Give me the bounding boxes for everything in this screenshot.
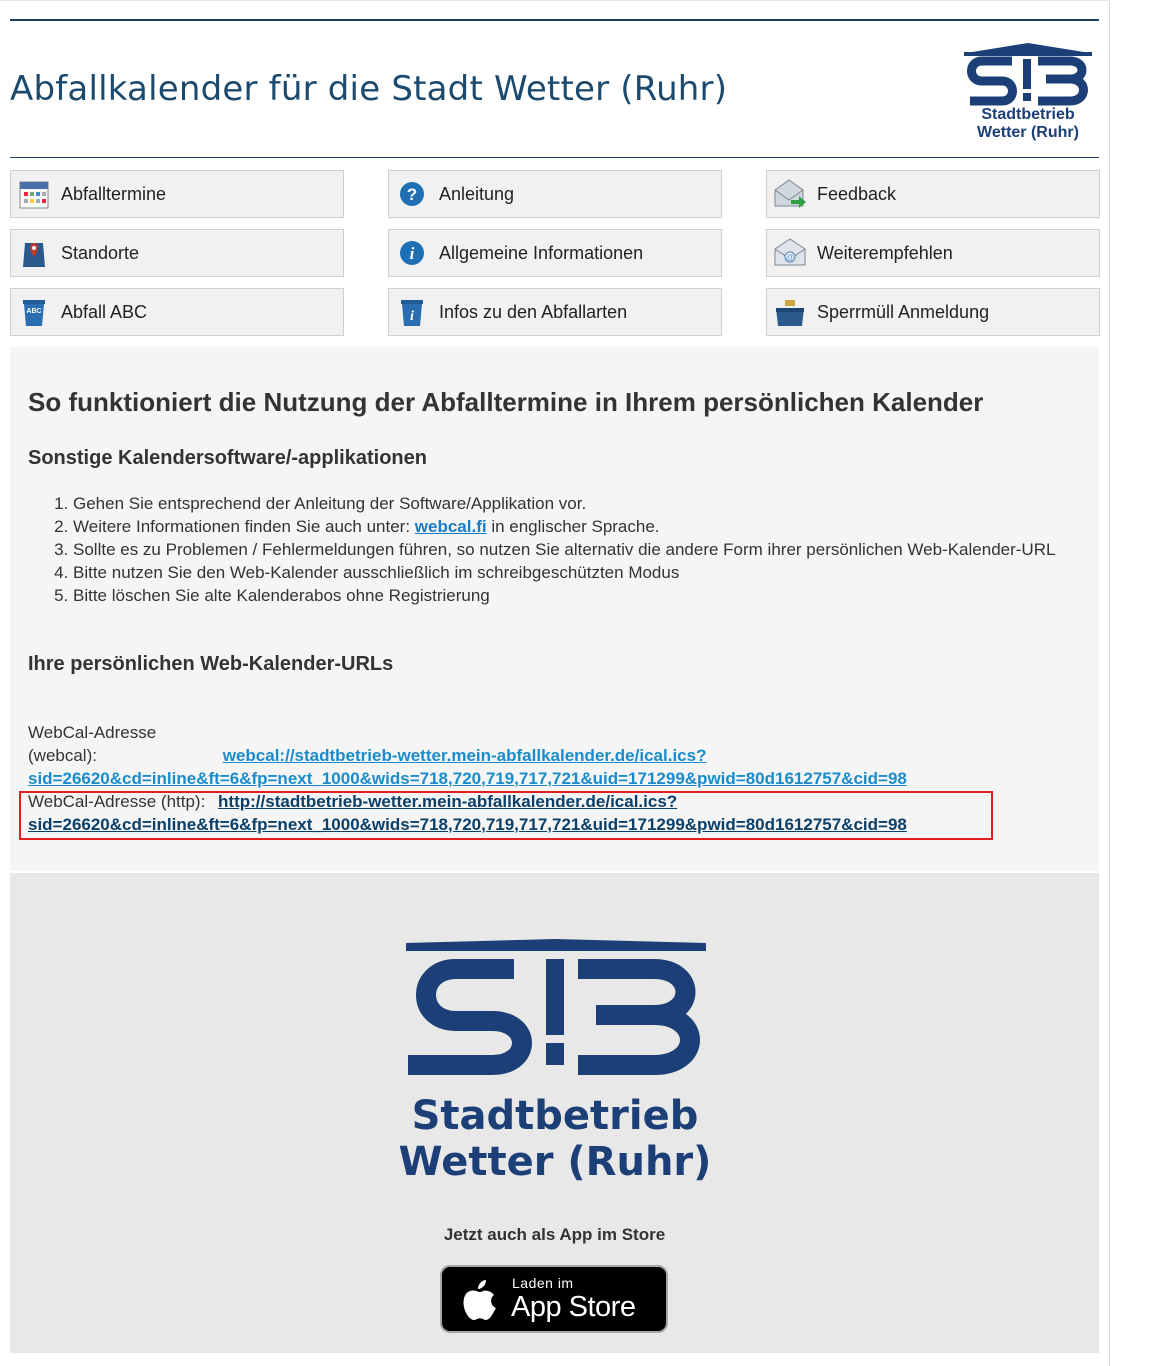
nav-infos-abfallarten[interactable] xyxy=(388,288,722,336)
info-bin-icon xyxy=(395,295,429,329)
urls-heading: Ihre persönlichen Web-Kalender-URLs xyxy=(28,653,394,675)
content-heading: So funktioniert die Nutzung der Abfalltermine in Ihrem persönlichen Kalender xyxy=(28,387,984,417)
webcal-fi-link[interactable]: webcal.fi xyxy=(414,517,487,536)
step-text: Weitere Informationen finden Sie auch unter: xyxy=(73,517,415,536)
header-rule-top xyxy=(10,19,1099,21)
content-subheading: Sonstige Kalendersoftware/-applikationen xyxy=(28,447,427,469)
logo-text-line2: Wetter (Ruhr) xyxy=(977,124,1079,141)
nav-label: Allgemeine Informationen xyxy=(439,242,644,263)
list-item: 1. Gehen Sie entsprechend der Anleitung der Software/Applikation vor. xyxy=(73,492,1133,515)
http-url-row xyxy=(28,790,1028,813)
mail-forward-icon xyxy=(773,177,807,211)
http-url-line1: http://stadtbetrieb-wetter.mein-abfallkalender.de/ical.ics? xyxy=(218,792,678,811)
bulky-waste-icon xyxy=(773,295,807,329)
list-item: 5. Bitte löschen Sie alte Kalenderabos ohne Registrierung xyxy=(73,584,1133,607)
logo-text-line1: Stadtbetrieb xyxy=(981,106,1075,123)
help-icon xyxy=(395,177,429,211)
content-panel xyxy=(10,347,1099,871)
badge-big-text: App Store xyxy=(511,1291,636,1323)
steps-list xyxy=(28,492,1133,607)
webcal-url-link-cont[interactable] xyxy=(28,767,907,790)
nav-label: Feedback xyxy=(817,183,897,204)
nav-label: Abfall ABC xyxy=(61,301,148,322)
list-item xyxy=(73,515,1133,538)
info-icon xyxy=(395,236,429,270)
stadtbetrieb-logo-large xyxy=(396,939,714,1181)
http-url-line2: sid=26620&cd=inline&ft=6&fp=next_1000&wids=718,720,719,717,721&uid=171299&pwid=80d1612757&cid=98 xyxy=(28,815,907,834)
nav-feedback[interactable] xyxy=(766,170,1100,218)
nav-label: Abfalltermine xyxy=(61,183,167,204)
nav-sperrmuell-anmeldung[interactable] xyxy=(766,288,1100,336)
app-store-badge[interactable] xyxy=(440,1265,668,1333)
nav-allgemeine-informationen[interactable] xyxy=(388,229,722,277)
nav-label: Sperrmüll Anmeldung xyxy=(817,301,990,322)
webcal-url-row xyxy=(28,721,1028,767)
calendar-icon xyxy=(17,177,51,211)
app-promo-text: Jetzt auch als App im Store xyxy=(443,1225,666,1244)
webcal-url-line1: webcal://stadtbetrieb-wetter.mein-abfallkalender.de/ical.ics? xyxy=(222,746,707,765)
mail-share-icon xyxy=(773,236,807,270)
apple-icon xyxy=(460,1278,498,1322)
page-title: Abfallkalender für die Stadt Wetter (Ruhr) xyxy=(10,69,728,109)
header-rule-bottom xyxy=(10,157,1099,158)
nav-standorte[interactable] xyxy=(10,229,344,277)
logo-large-line2: Wetter (Ruhr) xyxy=(398,1139,712,1181)
nav-abfall-abc[interactable] xyxy=(10,288,344,336)
nav-abfalltermine[interactable] xyxy=(10,170,344,218)
svg-text:ABC: ABC xyxy=(26,308,42,315)
nav-anleitung[interactable] xyxy=(388,170,722,218)
list-item: 3. Sollte es zu Problemen / Fehlermeldungen führen, so nutzen Sie alternativ die andere Form ihrer persönlichen Web-Kalender-URL xyxy=(73,538,1133,561)
svg-text:?: ? xyxy=(406,185,418,204)
footer xyxy=(10,873,1099,1353)
nav-label: Anleitung xyxy=(439,183,515,204)
svg-text:@: @ xyxy=(785,253,795,262)
stadtbetrieb-logo[interactable] xyxy=(962,39,1094,143)
logo-large-line1: Stadtbetrieb xyxy=(411,1093,699,1139)
http-url-link[interactable] xyxy=(218,792,677,811)
http-label: WebCal-Adresse (http): xyxy=(28,792,206,811)
nav-label: Weiterempfehlen xyxy=(817,242,953,263)
webcal-url-link[interactable] xyxy=(223,744,993,767)
nav-weiterempfehlen[interactable] xyxy=(766,229,1100,277)
svg-text:i: i xyxy=(410,309,414,324)
abc-bin-icon xyxy=(17,295,51,329)
nav-label: Infos zu den Abfallarten xyxy=(439,301,628,322)
webcal-url-line2: sid=26620&cd=inline&ft=6&fp=next_1000&wids=718,720,719,717,721&uid=171299&pwid=80d1612757&cid=98 xyxy=(28,769,907,788)
nav-label: Standorte xyxy=(61,242,140,263)
webcal-label: WebCal-Adresse (webcal): xyxy=(28,723,157,765)
step-text: in englischer Sprache. xyxy=(486,517,660,536)
http-url-link-cont[interactable] xyxy=(28,813,907,836)
svg-text:i: i xyxy=(409,244,415,263)
list-item: 4. Bitte nutzen Sie den Web-Kalender ausschließlich im schreibgeschützten Modus xyxy=(73,561,1133,584)
location-bin-icon xyxy=(17,236,51,270)
badge-small-text: Laden im xyxy=(512,1275,574,1291)
